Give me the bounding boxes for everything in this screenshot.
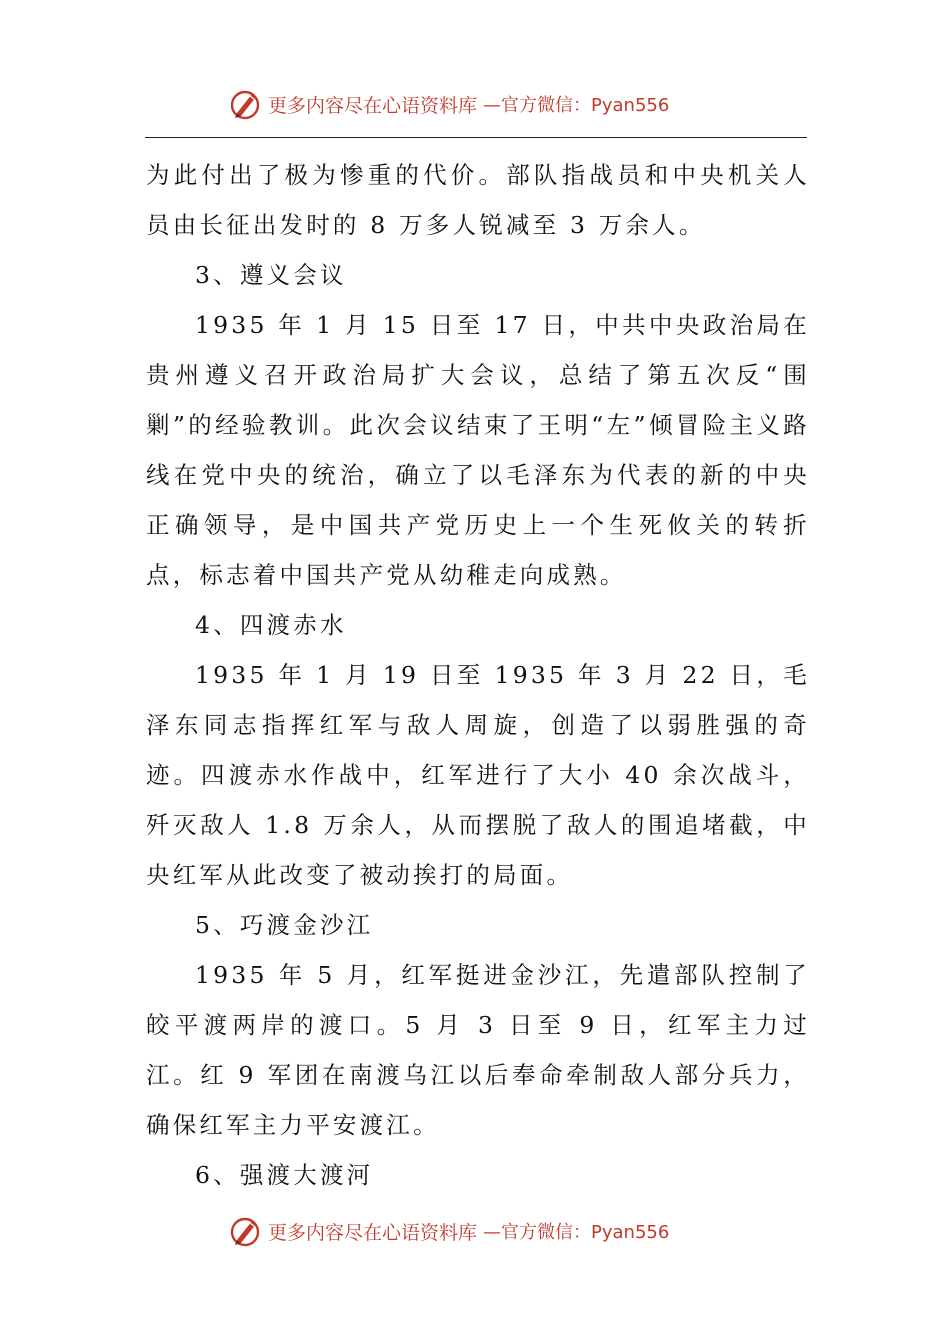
paragraph-3: 1935 年 1 月 19 日至 1935 年 3 月 22 日，毛泽东同志指挥红军与敌人周旋，创造了以弱胜强的奇迹。四渡赤水作战中，红军进行了大小 40 余次战斗，歼灭敌人 1.8 万余人，从而摆脱了敌人的围追堵截，中央红军从此改变了被动挨打的局面。 [146,661,810,889]
footer-watermark [228,1211,748,1251]
document-body [146,150,810,1200]
section-heading-3: 3、遵义会议 [195,261,347,289]
pen-logo-icon [228,1213,264,1249]
footer-brand-text: 更多内容尽在心语资料库 [268,1221,478,1244]
header-divider [145,137,807,138]
pen-logo-icon [228,86,264,122]
section-heading-4: 4、四渡赤水 [195,611,347,639]
header-brand-text: 更多内容尽在心语资料库 [268,94,478,117]
header-contact-text: —官方微信：Pyan556 [483,95,670,116]
paragraph-4: 1935 年 5 月，红军挺进金沙江，先遣部队控制了皎平渡两岸的渡口。5 月 3 日至 9 日，红军主力过江。红 9 军团在南渡乌江以后奉命牵制敌人部分兵力，确保红军主力平安渡江。 [146,961,810,1139]
section-heading-6: 6、强渡大渡河 [195,1161,374,1189]
paragraph-1: 为此付出了极为惨重的代价。部队指战员和中央机关人员由长征出发时的 8 万多人锐减至 3 万余人。 [146,161,810,239]
paragraph-2: 1935 年 1 月 15 日至 17 日，中共中央政治局在贵州遵义召开政治局扩大会议，总结了第五次反“围剿”的经验教训。此次会议结束了王明“左”倾冒险主义路线在党中央的统治，确立了以毛泽东为代表的新的中央正确领导，是中国共产党历史上一个生死攸关的转折点，标志着中国共产党从幼稚走向成熟。 [146,311,810,589]
header-watermark [228,84,748,124]
footer-contact-text: —官方微信：Pyan556 [483,1222,670,1243]
section-heading-5: 5、巧渡金沙江 [195,911,374,939]
